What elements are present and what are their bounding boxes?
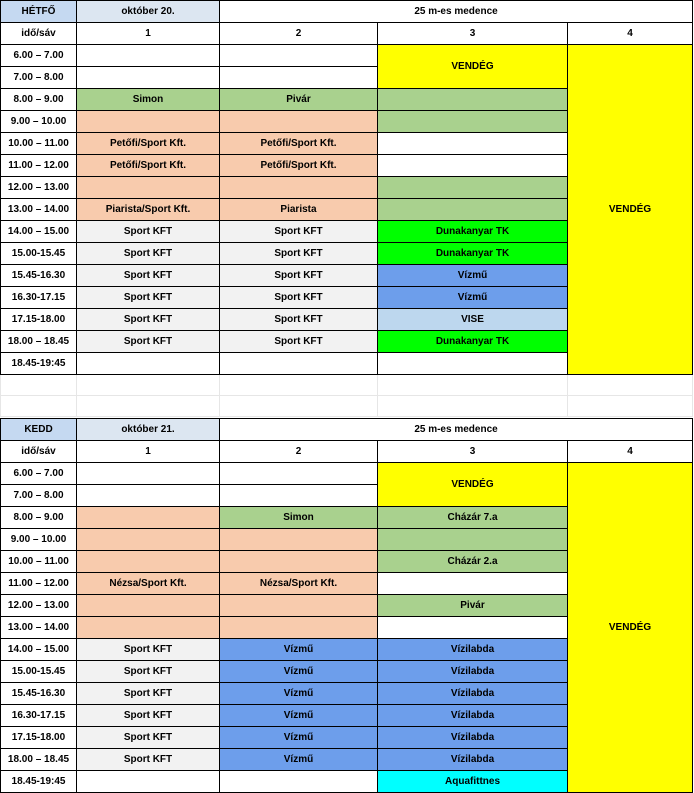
- lane-2-cell: Piarista: [220, 199, 378, 221]
- lane-2-cell: Nézsa/Sport Kft.: [220, 573, 378, 595]
- lane-3-cell: [378, 529, 568, 551]
- pool-name: 25 m-es medence: [220, 419, 693, 441]
- time-slot: 18.45-19:45: [1, 771, 77, 793]
- lane-3-cell: Vízilabda: [378, 727, 568, 749]
- lane-1-cell: [77, 529, 220, 551]
- lane-1-cell: Petőfi/Sport Kft.: [77, 133, 220, 155]
- lane-1-cell: Sport KFT: [77, 727, 220, 749]
- time-slot: 17.15-18.00: [1, 309, 77, 331]
- table-row: [1, 463, 693, 485]
- lane-1-cell: Sport KFT: [77, 265, 220, 287]
- lane-3-cell: Dunakanyar TK: [378, 243, 568, 265]
- lane-3-cell: [378, 89, 568, 111]
- lane-1-cell: Sport KFT: [77, 749, 220, 771]
- time-slot: 11.00 – 12.00: [1, 573, 77, 595]
- lane-1-cell: [77, 617, 220, 639]
- lane-header-1: 1: [77, 23, 220, 45]
- time-slot: 13.00 – 14.00: [1, 617, 77, 639]
- empty-cell: [568, 396, 693, 417]
- lane-2-cell: [220, 353, 378, 375]
- lane-3-cell: [378, 573, 568, 595]
- lane-3-cell: Cházár 2.a: [378, 551, 568, 573]
- lane-1-cell: Sport KFT: [77, 331, 220, 353]
- lane-2-cell: Pivár: [220, 89, 378, 111]
- lane-header-3: 3: [378, 441, 568, 463]
- lane-3-guest-cell: VENDÉG: [378, 45, 568, 89]
- lane-header-1: 1: [77, 441, 220, 463]
- lane-1-cell: Piarista/Sport Kft.: [77, 199, 220, 221]
- lane-header-2: 2: [220, 23, 378, 45]
- time-slot: 18.45-19:45: [1, 353, 77, 375]
- lane-1-cell: Sport KFT: [77, 221, 220, 243]
- lane-2-cell: Sport KFT: [220, 221, 378, 243]
- time-slot: 18.00 – 18.45: [1, 331, 77, 353]
- empty-cell: [220, 396, 378, 417]
- time-slot: 16.30-17.15: [1, 705, 77, 727]
- time-slot: 14.00 – 15.00: [1, 221, 77, 243]
- lane-header-row: [1, 23, 693, 45]
- lane-1-cell: Simon: [77, 89, 220, 111]
- lane-3-cell: [378, 133, 568, 155]
- lane-header-4: 4: [568, 23, 693, 45]
- lane-2-cell: Sport KFT: [220, 331, 378, 353]
- lane-2-cell: [220, 111, 378, 133]
- lane-2-cell: [220, 67, 378, 89]
- day-name: KEDD: [1, 419, 77, 441]
- day-header-row: [1, 419, 693, 441]
- time-slot: 17.15-18.00: [1, 727, 77, 749]
- day-date: október 20.: [77, 1, 220, 23]
- lane-3-cell: Vízilabda: [378, 749, 568, 771]
- time-slot: 6.00 – 7.00: [1, 45, 77, 67]
- lane-1-cell: [77, 463, 220, 485]
- lane-1-cell: [77, 111, 220, 133]
- lane-3-cell: [378, 353, 568, 375]
- lane-3-cell: Dunakanyar TK: [378, 221, 568, 243]
- time-slot: 15.00-15.45: [1, 243, 77, 265]
- lane-3-cell: Vízilabda: [378, 683, 568, 705]
- schedule-table: [0, 418, 693, 793]
- lane-2-cell: Sport KFT: [220, 243, 378, 265]
- time-slot: 7.00 – 8.00: [1, 485, 77, 507]
- pool-name: 25 m-es medence: [220, 1, 693, 23]
- empty-cell: [1, 396, 77, 417]
- lane-4-guest-cell: VENDÉG: [568, 45, 693, 375]
- lane-2-cell: [220, 177, 378, 199]
- lane-2-cell: [220, 771, 378, 793]
- empty-cell: [1, 375, 77, 396]
- lane-3-guest-cell: VENDÉG: [378, 463, 568, 507]
- lane-header-row: [1, 441, 693, 463]
- lane-header-3: 3: [378, 23, 568, 45]
- lane-1-cell: [77, 551, 220, 573]
- lane-2-cell: [220, 485, 378, 507]
- time-slot: 9.00 – 10.00: [1, 111, 77, 133]
- time-slot: 18.00 – 18.45: [1, 749, 77, 771]
- lane-3-cell: [378, 155, 568, 177]
- lane-1-cell: [77, 507, 220, 529]
- lane-header-2: 2: [220, 441, 378, 463]
- time-slot: 7.00 – 8.00: [1, 67, 77, 89]
- time-slot: 8.00 – 9.00: [1, 89, 77, 111]
- lane-3-cell: Vízilabda: [378, 639, 568, 661]
- lane-1-cell: [77, 595, 220, 617]
- lane-2-cell: Sport KFT: [220, 309, 378, 331]
- lane-3-cell: Aquafittnes: [378, 771, 568, 793]
- lane-1-cell: Sport KFT: [77, 287, 220, 309]
- separator-row: [1, 396, 693, 417]
- lane-3-cell: Vízmű: [378, 287, 568, 309]
- time-slot: 16.30-17.15: [1, 287, 77, 309]
- schedule-tuesday: [0, 418, 693, 793]
- time-lane-header: idő/sáv: [1, 23, 77, 45]
- lane-1-cell: [77, 353, 220, 375]
- lane-2-cell: Vízmű: [220, 727, 378, 749]
- lane-1-cell: [77, 771, 220, 793]
- lane-1-cell: Nézsa/Sport Kft.: [77, 573, 220, 595]
- lane-1-cell: Sport KFT: [77, 683, 220, 705]
- empty-cell: [568, 375, 693, 396]
- time-slot: 8.00 – 9.00: [1, 507, 77, 529]
- lane-2-cell: [220, 463, 378, 485]
- time-slot: 13.00 – 14.00: [1, 199, 77, 221]
- lane-3-cell: Vízmű: [378, 265, 568, 287]
- time-slot: 14.00 – 15.00: [1, 639, 77, 661]
- separator-row: [1, 375, 693, 396]
- lane-2-cell: Vízmű: [220, 683, 378, 705]
- lane-2-cell: Simon: [220, 507, 378, 529]
- lane-1-cell: [77, 485, 220, 507]
- day-header-row: [1, 1, 693, 23]
- lane-3-cell: Vízilabda: [378, 661, 568, 683]
- lane-1-cell: Sport KFT: [77, 705, 220, 727]
- time-slot: 9.00 – 10.00: [1, 529, 77, 551]
- lane-header-4: 4: [568, 441, 693, 463]
- lane-2-cell: Petőfi/Sport Kft.: [220, 133, 378, 155]
- time-slot: 12.00 – 13.00: [1, 595, 77, 617]
- lane-2-cell: [220, 617, 378, 639]
- lane-3-cell: Dunakanyar TK: [378, 331, 568, 353]
- lane-2-cell: Sport KFT: [220, 265, 378, 287]
- lane-1-cell: [77, 177, 220, 199]
- lane-2-cell: Sport KFT: [220, 287, 378, 309]
- lane-3-cell: [378, 199, 568, 221]
- lane-2-cell: Vízmű: [220, 639, 378, 661]
- lane-2-cell: Vízmű: [220, 661, 378, 683]
- time-slot: 15.45-16.30: [1, 265, 77, 287]
- empty-cell: [77, 396, 220, 417]
- lane-2-cell: Vízmű: [220, 705, 378, 727]
- empty-cell: [378, 375, 568, 396]
- lane-1-cell: Sport KFT: [77, 661, 220, 683]
- time-slot: 15.45-16.30: [1, 683, 77, 705]
- time-lane-header: idő/sáv: [1, 441, 77, 463]
- lane-3-cell: [378, 177, 568, 199]
- lane-1-cell: Petőfi/Sport Kft.: [77, 155, 220, 177]
- lane-1-cell: Sport KFT: [77, 243, 220, 265]
- lane-1-cell: Sport KFT: [77, 309, 220, 331]
- lane-3-cell: Vízilabda: [378, 705, 568, 727]
- lane-1-cell: Sport KFT: [77, 639, 220, 661]
- empty-cell: [378, 396, 568, 417]
- lane-4-guest-cell: VENDÉG: [568, 463, 693, 793]
- time-slot: 10.00 – 11.00: [1, 133, 77, 155]
- lane-2-cell: Vízmű: [220, 749, 378, 771]
- empty-cell: [77, 375, 220, 396]
- time-slot: 6.00 – 7.00: [1, 463, 77, 485]
- day-name: HÉTFŐ: [1, 1, 77, 23]
- lane-3-cell: Pivár: [378, 595, 568, 617]
- lane-2-cell: Petőfi/Sport Kft.: [220, 155, 378, 177]
- time-slot: 15.00-15.45: [1, 661, 77, 683]
- lane-1-cell: [77, 45, 220, 67]
- lane-3-cell: Cházár 7.a: [378, 507, 568, 529]
- lane-3-cell: [378, 617, 568, 639]
- lane-2-cell: [220, 45, 378, 67]
- lane-2-cell: [220, 595, 378, 617]
- time-slot: 11.00 – 12.00: [1, 155, 77, 177]
- day-date: október 21.: [77, 419, 220, 441]
- lane-2-cell: [220, 551, 378, 573]
- time-slot: 12.00 – 13.00: [1, 177, 77, 199]
- lane-3-cell: [378, 111, 568, 133]
- lane-3-cell: VISE: [378, 309, 568, 331]
- time-slot: 10.00 – 11.00: [1, 551, 77, 573]
- table-row: [1, 45, 693, 67]
- empty-cell: [220, 375, 378, 396]
- lane-2-cell: [220, 529, 378, 551]
- lane-1-cell: [77, 67, 220, 89]
